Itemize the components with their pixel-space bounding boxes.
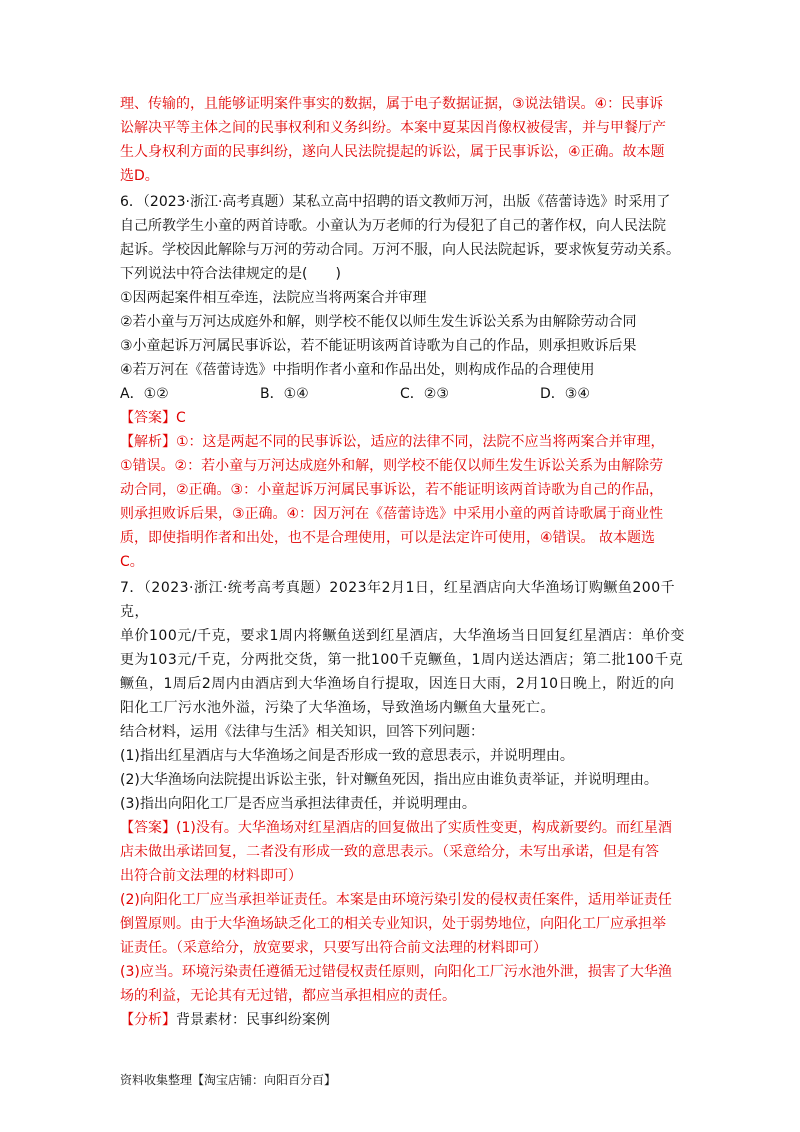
analysis-line: C。 [120, 554, 144, 570]
analysis-line: 则承担败诉后果，③正确。④：因万河在《蓓蕾诗选》中采用小童的两首诗歌属于商业性 [120, 506, 664, 522]
question-7 [120, 576, 685, 1032]
analysis-line: 动合同，②正确。③：小童起诉万河属民事诉讼，若不能证明该两首诗歌为自己的作品， [120, 482, 664, 498]
text-line: 理、传输的，且能够证明案件事实的数据，属于电子数据证据，③说法错误。④：民事诉 [120, 96, 664, 112]
answer-1-line: 出符合前文法理的材料即可） [120, 868, 302, 884]
answer-2-line: 证责任。（采意给分，放宽要求，只要写出符合前文法理的材料即可） [120, 940, 547, 956]
question-stem-line: 起诉。学校因此解除与万河的劳动合同。万河不服，向人民法院起诉，要求恢复劳动关系。 [120, 242, 680, 258]
text-line: 选D。 [120, 168, 159, 184]
subquestion-3: (3)指出向阳化工厂是否应当承担法律责任，并说明理由。 [120, 796, 476, 812]
option-c: C．②③ [400, 386, 449, 402]
question-stem-line: 6．（2023·浙江·高考真题）某私立高中招聘的语文教师万河，出版《蓓蕾诗选》时采用了 [120, 194, 671, 210]
document-page [120, 92, 685, 1032]
answer-1-line: 【答案】(1)没有。大华渔场对红星酒店的回复做出了实质性变更，构成新要约。而红星酒 [120, 820, 672, 836]
question-stem-line: 阳化工厂污水池外溢，污染了大华渔场，导致渔场内鳜鱼大量死亡。 [120, 700, 555, 716]
instruction-line: 结合材料，运用《法律与生活》相关知识，回答下列问题： [120, 724, 484, 740]
question-stem-line: 7．（2023·浙江·统考高考真题）2023年2月1日，红星酒店向大华渔场订购鳜鱼200千克， [120, 580, 676, 620]
answer-line: 【答案】C [120, 410, 186, 426]
answer-2-line: (2)向阳化工厂应当承担举证责任。本案是由环境污染引发的侵权责任案件，适用举证责任 [120, 892, 672, 908]
analysis-tag: 【分析】 [120, 1012, 176, 1028]
question-stem-line: 下列说法中符合法律规定的是( ) [120, 266, 341, 282]
question-stem-line: 更为103元/千克，分两批交货，第一批100千克鳜鱼，1周内送达酒店；第二批100千克 [120, 652, 684, 668]
statement-line: ③小童起诉万河属民事诉讼，若不能证明该两首诗歌为自己的作品，则承担败诉后果 [120, 338, 637, 354]
option-a: A．①② [120, 386, 169, 402]
statement-line: ②若小童与万河达成庭外和解，则学校不能仅以师生发生诉讼关系为由解除劳动合同 [120, 314, 637, 330]
text-line: 生人身权利方面的民事纠纷，遂向人民法院提起的诉讼，属于民事诉讼，④正确。故本题 [120, 144, 665, 160]
question-stem-line: 单价100元/千克，要求1周内将鳜鱼送到红星酒店，大华渔场当日回复红星酒店：单价变 [120, 628, 685, 644]
analysis-line [120, 1008, 685, 1032]
analysis-line: 【解析】①：这是两起不同的民事诉讼，适应的法律不同，法院不应当将两案合并审理， [120, 434, 665, 450]
analysis-line: ①错误。②：若小童与万河达成庭外和解，则学校不能仅以师生发生诉讼关系为由解除劳 [120, 458, 664, 474]
option-b: B．①④ [260, 386, 309, 402]
previous-answer-continuation [120, 92, 685, 188]
statement-line: ①因两起案件相互牵连，法院应当将两案合并审理 [120, 290, 427, 306]
text-line: 讼解决平等主体之间的民事权利和义务纠纷。本案中夏某因肖像权被侵害，并与甲餐厅产 [120, 120, 666, 136]
analysis-line: 质，即使指明作者和出处，也不是合理使用，可以是法定许可使用，④错误。 故本题选 [120, 530, 655, 546]
subquestion-2: (2)大华渔场向法院提出诉讼主张，针对鳜鱼死因，指出应由谁负责举证，并说明理由。 [120, 772, 658, 788]
answer-2-line: 倒置原则。由于大华渔场缺乏化工的相关专业知识，处于弱势地位，向阳化工厂应承担举 [120, 916, 666, 932]
answer-options [120, 382, 685, 406]
page-footer: 资料收集整理【淘宝店铺：向阳百分百】 [120, 1073, 337, 1087]
subquestion-1: (1)指出红星酒店与大华渔场之间是否形成一致的意思表示，并说明理由。 [120, 748, 574, 764]
answer-3-line: 场的利益，无论其有无过错，都应当承担相应的责任。 [120, 988, 456, 1004]
option-d: D．③④ [540, 386, 590, 402]
analysis-text: 背景素材：民事纠纷案例 [176, 1012, 330, 1028]
answer-1-line: 店未做出承诺回复，二者没有形成一致的意思表示。（采意给分，未写出承诺，但是有答 [120, 844, 659, 860]
question-stem-line: 自己所教学生小童的两首诗歌。小童认为万老师的行为侵犯了自己的著作权，向人民法院 [120, 218, 666, 234]
question-6 [120, 190, 685, 574]
statement-line: ④若万河在《蓓蕾诗选》中指明作者小童和作品出处，则构成作品的合理使用 [120, 362, 595, 378]
question-stem-line: 鳜鱼，1周后2周内由酒店到大华渔场自行提取，因连日大雨，2月10日晚上，附近的向 [120, 676, 675, 692]
answer-3-line: (3)应当。环境污染责任遵循无过错侵权责任原则，向阳化工厂污水池外泄，损害了大华渔 [120, 964, 672, 980]
